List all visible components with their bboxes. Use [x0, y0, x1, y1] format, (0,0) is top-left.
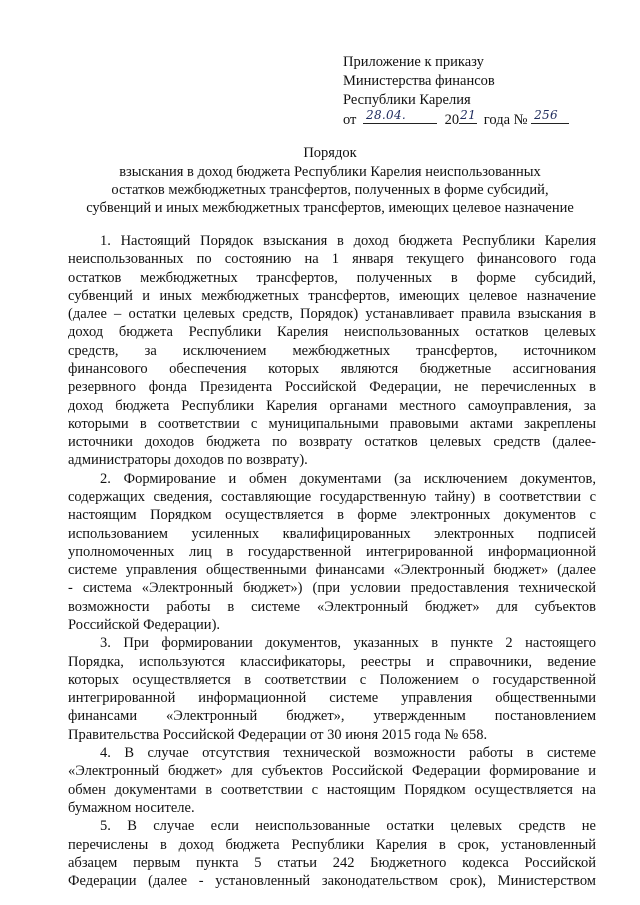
- text-line: Федерации (далее - установленный законодательством срок), Министерством: [68, 873, 596, 889]
- text-line: бумажном носителе.: [68, 800, 195, 816]
- text-line: содержащих сведения, составляющие государственную тайну) в соответствии с: [68, 489, 596, 505]
- text-line: остатков межбюджетных трансфертов, полученных в форме субсидий,: [68, 270, 596, 286]
- text-line: администраторы доходов по возврату).: [68, 452, 308, 468]
- number-label: года №: [483, 112, 528, 128]
- text-line: неиспользованных по состоянию на 1 января текущего финансового года: [68, 251, 596, 267]
- number-blank: [531, 110, 569, 124]
- text-line: - система «Электронный бюджет») (при условии предоставления технической: [68, 580, 596, 596]
- order-date-line: [343, 110, 569, 128]
- title-line-2: остатков межбюджетных трансфертов, полученных в форме субсидий,: [111, 182, 549, 198]
- text-line: средств, за исключением межбюджетных трансфертов, источником: [68, 343, 596, 359]
- date-blank: [363, 110, 437, 124]
- text-line: финансами «Электронный бюджет», утвержденным постановлением: [68, 708, 596, 724]
- text-line: источники доходов бюджета по возврату остатков целевых средств (далее-: [68, 434, 596, 450]
- text-line: субвенций и иных межбюджетных трансфертов, имеющих целевое назначение: [68, 288, 596, 304]
- text-line: 3. При формировании документов, указанных в пункте 2 настоящего: [100, 635, 596, 651]
- text-line: системе управления общественными финансами «Электронный бюджет» (далее: [68, 562, 596, 578]
- title-line-1: взыскания в доход бюджета Республики Карелия неиспользованных: [119, 164, 541, 180]
- text-line: «Электронный бюджет» для субъектов Российской Федерации формирование и: [68, 763, 596, 779]
- text-line: обмен документами в соответствии с настоящим Порядком осуществляется на: [68, 782, 596, 798]
- handwritten-year: 21: [460, 108, 477, 122]
- text-line: которых осуществляется в соответствии с Положением о государственной: [68, 672, 596, 688]
- text-line: доход бюджета Республики Карелия неиспользованных остатков целевых: [68, 324, 596, 340]
- text-line: перечислены в доход бюджета Республики Карелия в срок, установленный: [68, 837, 596, 853]
- text-line: уполномоченных лиц в государственной интегрированной информационной: [68, 544, 596, 560]
- text-line: использованием усиленных квалифицированных электронных подписей: [68, 526, 596, 542]
- text-line: доход бюджета Республики Карелия органами местного самоуправления, за: [68, 398, 596, 414]
- text-line: (далее – остатки целевых средств, Порядок) устанавливает правила взыскания в: [68, 306, 596, 322]
- text-line: которыми в соответствии с муниципальными правовыми актами закреплены: [68, 416, 596, 432]
- header-line-3: Республики Карелия: [343, 92, 471, 108]
- header-line-1: Приложение к приказу: [343, 54, 484, 70]
- text-line: Порядка, используются классификаторы, реестры и справочники, ведение: [68, 654, 596, 670]
- text-line: 1. Настоящий Порядок взыскания в доход бюджета Республики Карелия: [100, 233, 596, 249]
- text-line: резервного фонда Президента Российской Федерации, не перечисленных в: [68, 379, 596, 395]
- title-line-3: субвенций и иных межбюджетных трансфертов, имеющих целевое назначение: [86, 200, 574, 216]
- text-line: 5. В случае если неиспользованные остатки целевых средств не: [100, 818, 596, 834]
- header-line-2: Министерства финансов: [343, 73, 495, 89]
- text-line: финансового обеспечения которых являются бюджетные ассигнования: [68, 361, 596, 377]
- title-heading: Порядок: [303, 145, 357, 161]
- year-blank: [459, 110, 477, 124]
- year-prefix: 20: [444, 112, 460, 128]
- text-line: Российской Федерации).: [68, 617, 221, 633]
- text-line: интегрированной информационной системе управления общественными: [68, 690, 596, 706]
- date-prefix: от: [343, 112, 357, 128]
- text-line: Правительства Российской Федерации от 30 июня 2015 года № 658.: [68, 727, 488, 743]
- text-line: абзацем первым пункта 5 статьи 242 Бюджетного кодекса Российской: [68, 855, 596, 871]
- handwritten-date: 28.04.: [366, 108, 406, 122]
- text-line: возможности работы в системе «Электронный бюджет» для субъектов: [68, 599, 596, 615]
- text-line: 4. В случае отсутствия технической возможности работы в системе: [100, 745, 596, 761]
- text-line: настоящим Порядком осуществляется в форме электронных документов с: [68, 507, 596, 523]
- text-line: 2. Формирование и обмен документами (за исключением документов,: [100, 471, 596, 487]
- handwritten-number: 256: [534, 108, 558, 122]
